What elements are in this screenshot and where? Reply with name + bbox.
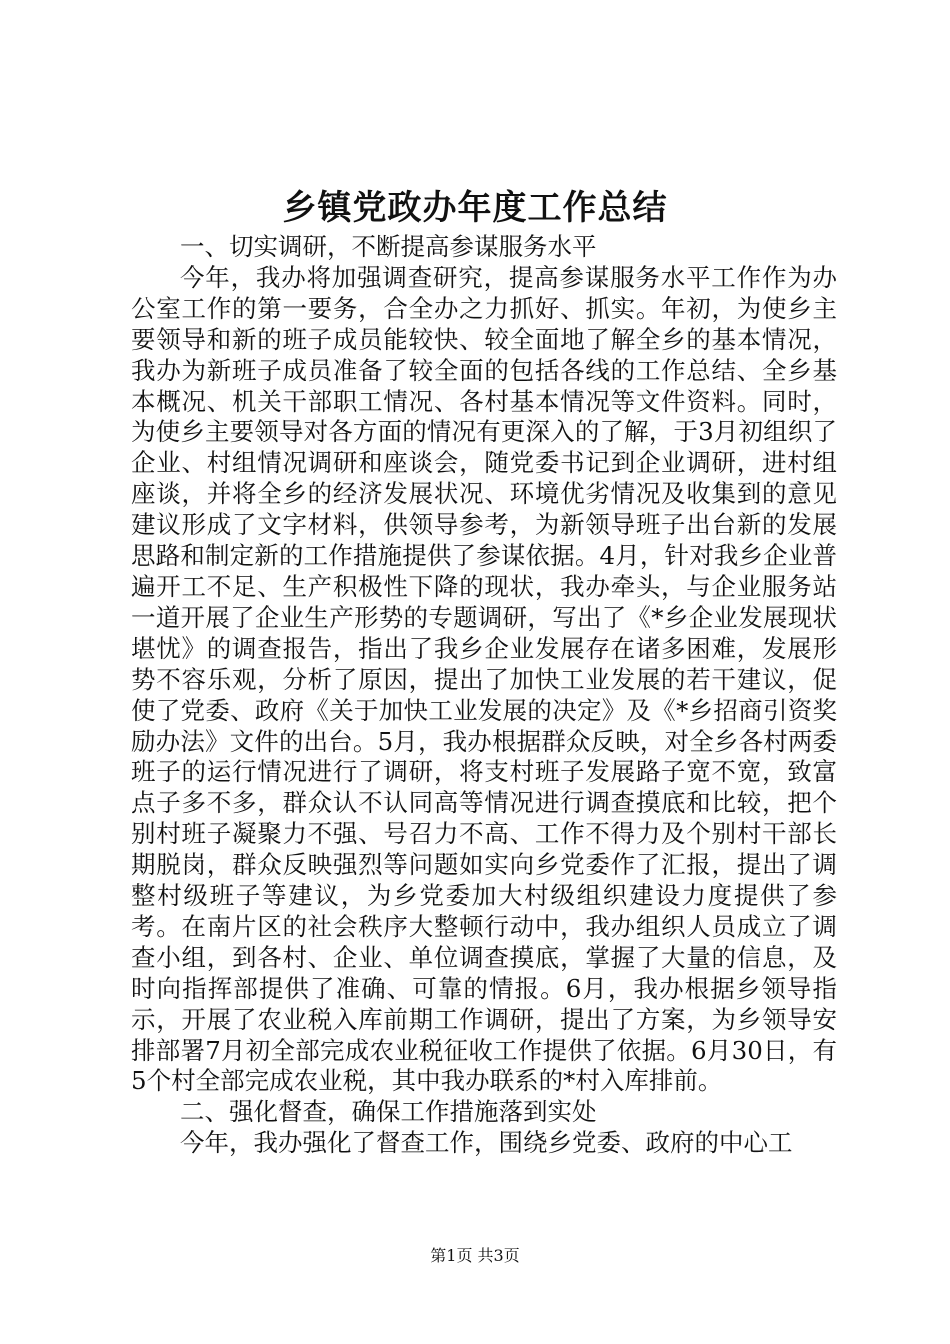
document-title: 乡镇党政办年度工作总结	[282, 188, 668, 228]
section-heading-1: 一、切实调研，不断提高参谋服务水平	[180, 232, 597, 261]
section-heading-2: 二、强化督查，确保工作措施落到实处	[180, 1097, 597, 1127]
document-body	[131, 232, 837, 1159]
page-number-footer: 第1页 共3页	[430, 1246, 520, 1265]
body-paragraph-2: 今年，我办强化了督查工作，围绕乡党委、政府的中心工	[180, 1128, 793, 1158]
body-paragraph-1: 今年，我办将加强调查研究，提高参谋服务水平工作作为办公室工作的第一要务，合全办之力抓好、抓实。年初，为使乡主要领导和新的班子成员能较快、较全面地了解全乡的基本情况，我办为新班子成员准备了较全面的包括各线的工作总结、全乡基本概况、机关干部职工情况、各村基本情况等文件资料。同时，为使乡主要领导对各方面的情况有更深入的了解，于3月初组织了企业、村组情况调研和座谈会，随党委书记到企业调研，进村组座谈，并将全乡的经济发展状况、环境优劣情况及收集到的意见建议形成了文字材料，供领导参考，为新领导班子出台新的发展思路和制定新的工作措施提供了参谋依据。4月，针对我乡企业普遍开工不足、生产积极性下降的现状，我办牵头，与企业服务站一道开展了企业生产形势的专题调研，写出了《*乡企业发展现状堪忧》的调查报告，指出了我乡企业发展存在诸多困难，发展形势不容乐观，分析了原因，提出了加快工业发展的若干建议，促使了党委、政府《关于加快工业发展的决定》及《*乡招商引资奖励办法》文件的出台。5月，我办根据群众反映，对全乡各村两委班子的运行情况进行了调研，将支村班子发展路子宽不宽，致富点子多不多，群众认不认同高等情况进行调查摸底和比较，把个别村班子凝聚力不强、号召力不高、工作不得力及个别村干部长期脱岗，群众反映强烈等问题如实向乡党委作了汇报，提出了调整村级班子等建议，为乡党委加大村级组织建设力度提供了参考。在南片区的社会秩序大整顿行动中，我办组织人员成立了调查小组，到各村、企业、单位调查摸底，掌握了大量的信息，及时向指挥部提供了准确、可靠的情报。6月，我办根据乡领导指示，开展了农业税入库前期工作调研，提出了方案，为乡领导安排部署7月初全部完成农业税征收工作提供了依据。6月30日，有5个村全部完成农业税，其中我办联系的*村入库排前。	[131, 262, 837, 1096]
